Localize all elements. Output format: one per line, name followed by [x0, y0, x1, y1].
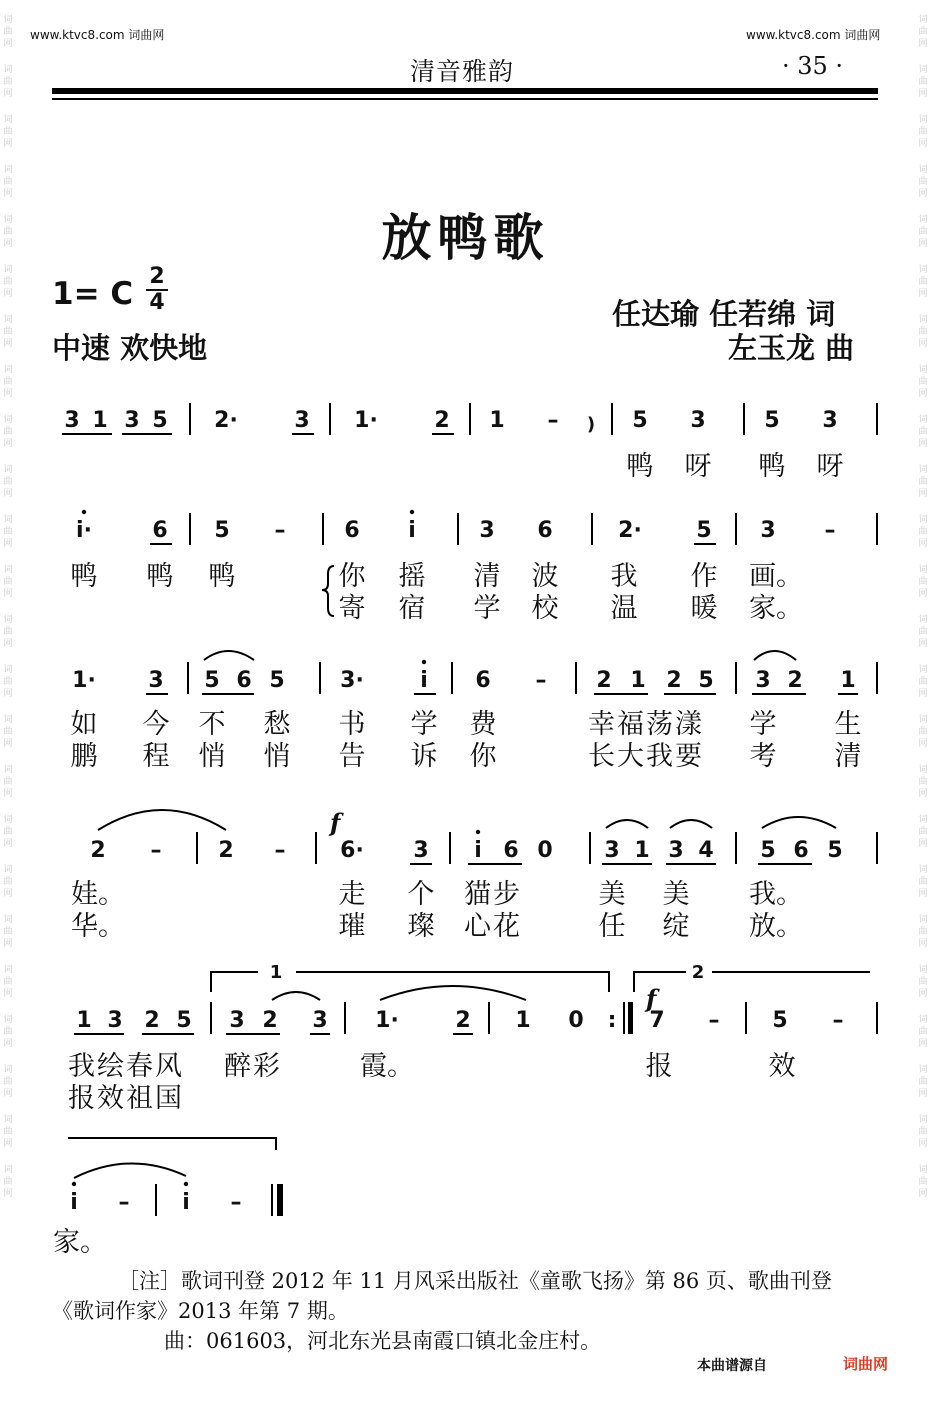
note: 2: [144, 1008, 160, 1033]
header-rule-thick: [52, 88, 878, 94]
volta-bracket: [211, 972, 258, 992]
slur: [670, 820, 712, 828]
watermark-text: 词 曲 网: [3, 815, 13, 849]
note: 7: [649, 1008, 665, 1033]
note: 1·: [72, 668, 96, 693]
note: 3: [124, 408, 140, 433]
lyric: 家。: [53, 1227, 107, 1258]
note: –: [274, 518, 286, 543]
watermark-text: 词 曲 网: [3, 165, 13, 199]
lyric: 你: [469, 741, 497, 772]
lyricist-credit: 任达瑜 任若绵 词: [612, 297, 836, 331]
watermark-text: 词 曲 网: [3, 1065, 13, 1099]
watermark-text: 词 曲 网: [3, 1165, 13, 1199]
lyric: 学: [410, 709, 438, 740]
watermark-text: 词 曲 网: [3, 715, 13, 749]
composer-credit: 左玉龙 曲: [728, 331, 855, 365]
lyric: 效: [768, 1051, 796, 1082]
note: 1: [515, 1008, 531, 1033]
slur: [754, 651, 796, 660]
final-barline-thick: [277, 1184, 283, 1216]
watermark-text: 词 曲 网: [918, 315, 928, 349]
watermark-text: 词 曲 网: [3, 265, 13, 299]
note: 0: [537, 838, 553, 863]
source-brand: 词曲网: [843, 1355, 889, 1373]
note: 3: [413, 838, 429, 863]
time-signature-bottom: 4: [149, 290, 165, 315]
note: i·: [76, 518, 92, 543]
watermark-text: 词 曲 网: [918, 215, 928, 249]
watermark-text: 词 曲 网: [918, 915, 928, 949]
lyric: 娃。: [71, 879, 125, 910]
note: 3·: [340, 668, 364, 693]
watermark-text: 词 曲 网: [918, 265, 928, 299]
lyric: 如: [70, 709, 98, 740]
note: 5: [269, 668, 285, 693]
lyric: 愁: [263, 709, 291, 740]
lyric: 幸福荡漾: [588, 709, 704, 740]
slur: [762, 817, 836, 828]
note: 6: [537, 518, 553, 543]
note: 1·: [375, 1008, 399, 1033]
note: i: [70, 1190, 78, 1215]
note: 5: [760, 838, 776, 863]
lyric: 放。: [749, 911, 803, 942]
lyric: 呀: [684, 451, 712, 482]
watermark-text: 词 曲 网: [918, 1115, 928, 1149]
watermark-text: 词 曲 网: [918, 165, 928, 199]
note: 2: [596, 668, 612, 693]
dynamic-forte: f: [330, 808, 341, 837]
note: 5: [696, 518, 712, 543]
note: 2: [787, 668, 803, 693]
note: 5: [764, 408, 780, 433]
watermark-text: 词 曲 网: [918, 65, 928, 99]
note: 1: [840, 668, 856, 693]
lyric: 悄: [198, 741, 226, 772]
lyric: 波: [531, 561, 559, 592]
note: 6: [503, 838, 519, 863]
note: 3: [294, 408, 310, 433]
note: 3: [229, 1008, 245, 1033]
octave-dot: [422, 660, 426, 664]
note: 4: [698, 838, 714, 863]
watermark-text: 词 曲 网: [918, 415, 928, 449]
lyric: 清: [473, 561, 501, 592]
volta-bracket: [296, 972, 609, 992]
watermark-text: 词 曲 网: [918, 665, 928, 699]
note: –: [708, 1008, 720, 1033]
note: i: [408, 518, 416, 543]
lyric: 我。: [749, 879, 803, 910]
note: –: [547, 408, 559, 433]
note: 3: [822, 408, 838, 433]
page-number: · 35 ·: [782, 52, 844, 80]
lyric: 画。: [749, 561, 803, 592]
lyric: 学: [749, 709, 777, 740]
slur: [380, 986, 526, 1000]
note: i: [474, 838, 482, 863]
watermark-text: 词 曲 网: [918, 115, 928, 149]
watermark-text: 词 曲 网: [3, 465, 13, 499]
note: 2: [434, 408, 450, 433]
octave-dot: [72, 1182, 76, 1186]
octave-dot: [476, 830, 480, 834]
lyric: 家。: [749, 593, 803, 624]
watermark-text: 词 曲 网: [918, 965, 928, 999]
lyric: 鸭: [146, 561, 174, 592]
site-url-left: www.ktvc8.com 词曲网: [30, 28, 165, 42]
note: 5: [827, 838, 843, 863]
slur: [204, 651, 254, 660]
lyric: 鸭: [626, 451, 654, 482]
lyric: 我绘春风: [68, 1051, 184, 1082]
dynamic-forte: f: [646, 984, 657, 1013]
lyric: 呀: [816, 451, 844, 482]
watermark-text: 词 曲 网: [918, 565, 928, 599]
note: 5: [632, 408, 648, 433]
final-barline-thin: [271, 1184, 273, 1216]
lyric: 温: [610, 593, 638, 624]
lyric: 任: [598, 911, 626, 942]
site-url-right: www.ktvc8.com 词曲网: [746, 28, 881, 42]
note: –: [118, 1190, 130, 1215]
volta-2-label: 2: [691, 962, 705, 983]
volta-bracket: [68, 1138, 276, 1150]
lyric: 霞。: [360, 1051, 414, 1082]
note: 1·: [354, 408, 378, 433]
note: 6·: [340, 838, 364, 863]
lyric: 美: [598, 879, 626, 910]
lyric: 走: [338, 879, 366, 910]
lyric: 作: [690, 561, 718, 592]
note: 3: [668, 838, 684, 863]
lyric: 摇: [398, 561, 426, 592]
note: 2: [455, 1008, 471, 1033]
watermark-text: 词 曲 网: [3, 65, 13, 99]
lyric: 报效祖国: [68, 1083, 184, 1114]
note: 1: [92, 408, 108, 433]
watermark-text: 词 曲 网: [918, 615, 928, 649]
lyric: 报: [645, 1051, 673, 1082]
note: –: [150, 838, 162, 863]
slur: [98, 810, 226, 830]
footnote-line-2: 《歌词作家》2013 年第 7 期。: [52, 1299, 349, 1323]
note: –: [535, 668, 547, 693]
repeat-dots: :: [607, 1008, 617, 1033]
watermark-text: 词 曲 网: [918, 515, 928, 549]
note: 3: [479, 518, 495, 543]
lyric: 寄: [338, 593, 366, 624]
octave-dot: [410, 510, 414, 514]
watermark-text: 词 曲 网: [3, 215, 13, 249]
note: 2: [218, 838, 234, 863]
note: 6: [344, 518, 360, 543]
note: 6: [152, 518, 168, 543]
note: 2·: [214, 408, 238, 433]
note: 2·: [618, 518, 642, 543]
note: –: [832, 1008, 844, 1033]
note: 1: [489, 408, 505, 433]
lyric: 书: [338, 709, 366, 740]
watermark-text: 词 曲 网: [918, 15, 928, 49]
lyric: 考: [749, 741, 777, 772]
note: –: [274, 838, 286, 863]
watermark-text: 词 曲 网: [3, 615, 13, 649]
slur: [74, 1163, 186, 1178]
lyric: 程: [142, 741, 170, 772]
note: 1: [630, 668, 646, 693]
lyric: 校: [531, 593, 559, 624]
lyric: 今: [142, 709, 170, 740]
lyric: 告: [338, 741, 366, 772]
note: 6: [793, 838, 809, 863]
footnote-line-3: 曲：061603，河北东光县南霞口镇北金庄村。: [164, 1329, 602, 1353]
note: 5: [204, 668, 220, 693]
lyric: 心花: [464, 911, 522, 942]
lyric: 悄: [263, 741, 291, 772]
note: 3: [64, 408, 80, 433]
watermark-text: 词 曲 网: [3, 15, 13, 49]
lyric: 学: [473, 593, 501, 624]
watermark-text: 词 曲 网: [918, 1065, 928, 1099]
note: 3: [604, 838, 620, 863]
lyric: 个: [407, 879, 435, 910]
lyric: 鹏: [70, 741, 98, 772]
watermark-text: 词 曲 网: [918, 365, 928, 399]
note: 5: [176, 1008, 192, 1033]
note: i: [182, 1190, 190, 1215]
note: 5: [772, 1008, 788, 1033]
watermark-text: 词 曲 网: [3, 915, 13, 949]
volta-1-label: 1: [269, 962, 283, 983]
lyric: 宿: [398, 593, 426, 624]
note: 2: [666, 668, 682, 693]
lyric: 长大我要: [588, 741, 704, 772]
watermark-text: 词 曲 网: [3, 665, 13, 699]
lyric: 费: [469, 709, 497, 740]
bracket-close: ): [586, 414, 596, 435]
note: i: [420, 668, 428, 693]
watermark-text: 词 曲 网: [3, 765, 13, 799]
watermark-text: 词 曲 网: [3, 1115, 13, 1149]
lyric: 猫步: [464, 879, 522, 910]
note: 2: [90, 838, 106, 863]
header-title: 清音雅韵: [410, 57, 515, 86]
key-signature: 1= C: [52, 276, 134, 312]
note: 6: [236, 668, 252, 693]
note: 5: [214, 518, 230, 543]
note: 2: [262, 1008, 278, 1033]
lyric: 璨: [407, 911, 435, 942]
watermark-text: 词 曲 网: [3, 515, 13, 549]
octave-dot: [184, 1182, 188, 1186]
lyric: 华。: [71, 911, 125, 942]
lyric: 醉彩: [224, 1051, 282, 1082]
lyric: 美: [662, 879, 690, 910]
note: 3: [312, 1008, 328, 1033]
lyric: 清: [834, 741, 862, 772]
watermark-text: 词 曲 网: [3, 565, 13, 599]
note: 0: [568, 1008, 584, 1033]
watermark-text: 词 曲 网: [918, 765, 928, 799]
watermark-text: 词 曲 网: [918, 1015, 928, 1049]
note: 5: [152, 408, 168, 433]
watermark-text: 词 曲 网: [918, 465, 928, 499]
note: –: [230, 1190, 242, 1215]
lyric: 我: [610, 561, 638, 592]
note: 3: [148, 668, 164, 693]
lyric: 暖: [690, 593, 718, 624]
time-signature: [146, 266, 168, 314]
watermark-text: 词 曲 网: [918, 1165, 928, 1199]
octave-dot: [82, 510, 86, 514]
note: –: [824, 518, 836, 543]
header-rule-thin: [52, 98, 878, 100]
watermark-text: 词 曲 网: [3, 965, 13, 999]
watermark-text: 词 曲 网: [3, 365, 13, 399]
note: 3: [690, 408, 706, 433]
watermark-text: 词 曲 网: [3, 865, 13, 899]
watermark-text: 词 曲 网: [3, 115, 13, 149]
note: 6: [475, 668, 491, 693]
lyric: 璀: [338, 911, 366, 942]
slur: [606, 820, 648, 828]
watermark-text: 词 曲 网: [918, 815, 928, 849]
note: 1: [634, 838, 650, 863]
footnote-line-1: ［注］歌词刊登 2012 年 11 月风采出版社《童歌飞扬》第 86 页、歌曲刊登: [118, 1269, 832, 1293]
lyric: 不: [198, 709, 226, 740]
watermark-text: 词 曲 网: [918, 715, 928, 749]
watermark-text: 词 曲 网: [3, 415, 13, 449]
watermark-text: 词 曲 网: [3, 315, 13, 349]
slur: [272, 992, 320, 1000]
lyric: 生: [834, 709, 862, 740]
tempo-marking: 中速 欢快地: [52, 331, 208, 365]
watermark-text: 词 曲 网: [918, 865, 928, 899]
lyric: 鸭: [70, 561, 98, 592]
lyric: 绽: [662, 911, 690, 942]
song-title: 放鸭歌: [381, 209, 550, 267]
note: 5: [698, 668, 714, 693]
time-signature-top: 2: [149, 264, 165, 289]
lyric: 鸭: [758, 451, 786, 482]
lyric: 你: [338, 561, 366, 592]
lyric: 诉: [410, 741, 438, 772]
footnote: [52, 1266, 884, 1356]
watermark-text: 词 曲 网: [3, 1015, 13, 1049]
note: 3: [107, 1008, 123, 1033]
note: 3: [755, 668, 771, 693]
source-label: 本曲谱源自: [697, 1358, 767, 1374]
note: 3: [760, 518, 776, 543]
lyric: 鸭: [208, 561, 236, 592]
note: 1: [76, 1008, 92, 1033]
